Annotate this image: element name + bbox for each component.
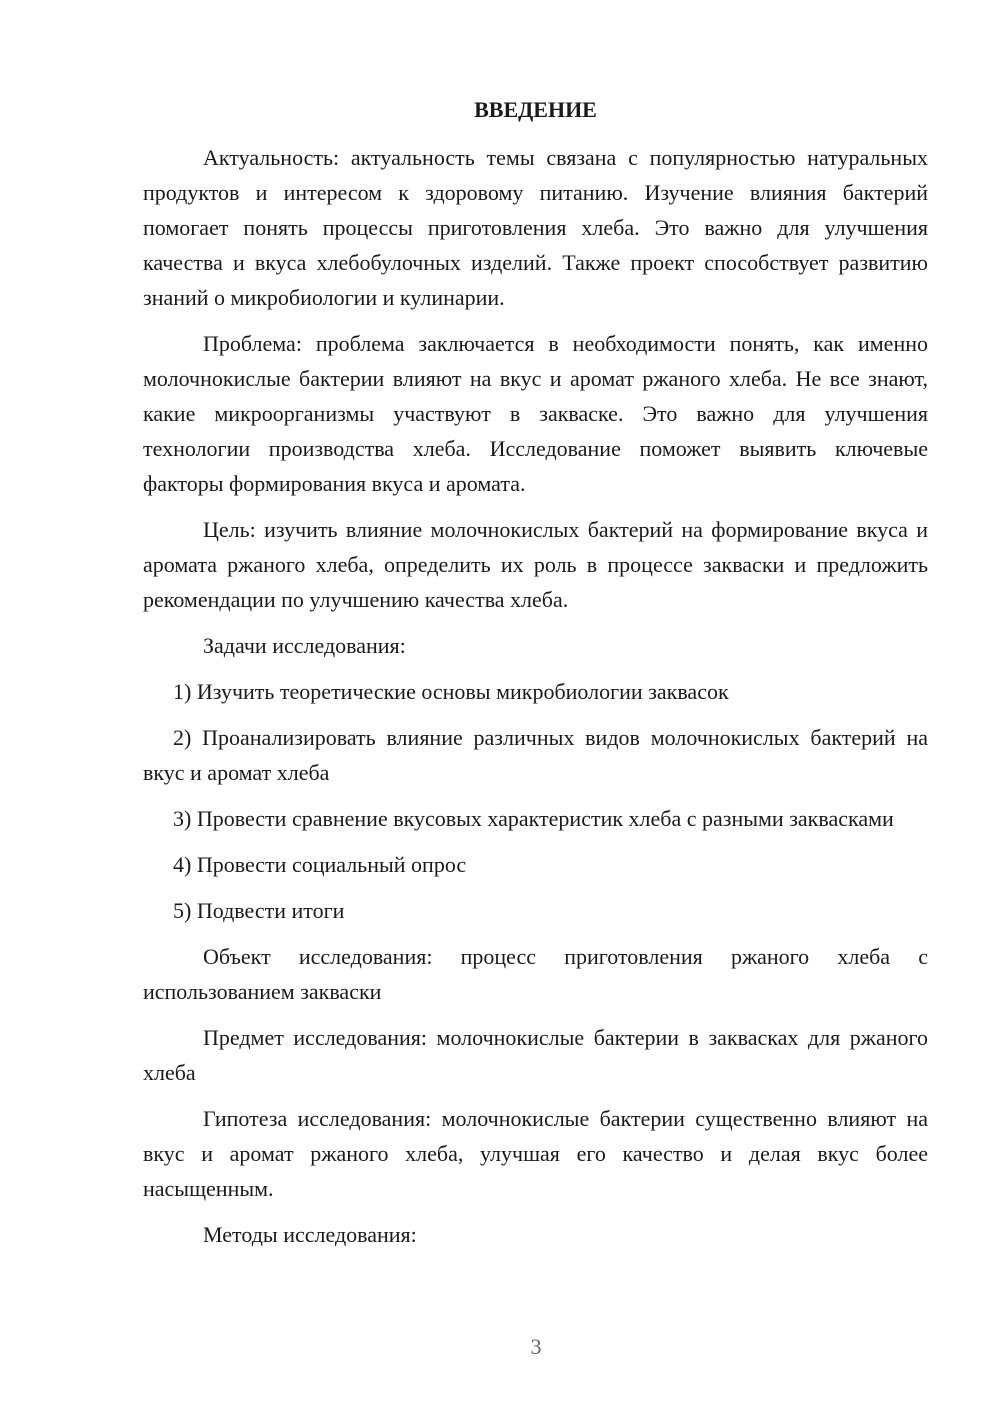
methods-title: Методы исследования: [203, 1222, 417, 1247]
list-item: 4) Провести социальный опрос [173, 852, 467, 877]
list-item: 2) Проанализировать влияние различных видов молочнокислых бактерий на вкус и аромат хлеба [143, 725, 928, 785]
subject-paragraph: Предмет исследования: молочнокислые бактерии в заквасках для ржаного хлеба [143, 1025, 928, 1085]
list-item: 5) Подвести итоги [173, 898, 345, 923]
tasks-list [143, 674, 928, 928]
goal-paragraph: Цель: изучить влияние молочнокислых бактерий на формирование вкуса и аромата ржаного хлеба, определить их роль в процессе закваски и предложить рекомендации по улучшению качества хлеба. [143, 517, 928, 612]
list-item: 3) Провести сравнение вкусовых характеристик хлеба с разными заквасками [173, 806, 894, 831]
object-paragraph: Объект исследования: процесс приготовления ржаного хлеба с использованием закваски [143, 944, 928, 1004]
tasks-title: Задачи исследования: [203, 633, 406, 658]
list-item: 1) Изучить теоретические основы микробиологии заквасок [173, 679, 729, 704]
hypothesis-paragraph: Гипотеза исследования: молочнокислые бактерии существенно влияют на вкус и аромат ржаного хлеба, улучшая его качество и делая вкус более насыщенным. [143, 1106, 928, 1201]
document-page [143, 92, 928, 1263]
relevance-paragraph: Актуальность: актуальность темы связана с популярностью натуральных продуктов и интересом к здоровому питанию. Изучение влияния бактерий помогает понять процессы приготовления хлеба. Это важно для улучшения качества и вкуса хлебобулочных изделий. Также проект способствует развитию знаний о микробиологии и кулинарии. [143, 145, 928, 310]
page-number: 3 [530, 1334, 542, 1359]
page-title: ВВЕДЕНИЕ [474, 97, 597, 122]
problem-paragraph: Проблема: проблема заключается в необходимости понять, как именно молочнокислые бактерии влияют на вкус и аромат ржаного хлеба. Не все знают, какие микроорганизмы участвуют в закваске. Это важно для улучшения технологии производства хлеба. Исследование поможет выявить ключевые факторы формирования вкуса и аромата. [143, 331, 928, 496]
